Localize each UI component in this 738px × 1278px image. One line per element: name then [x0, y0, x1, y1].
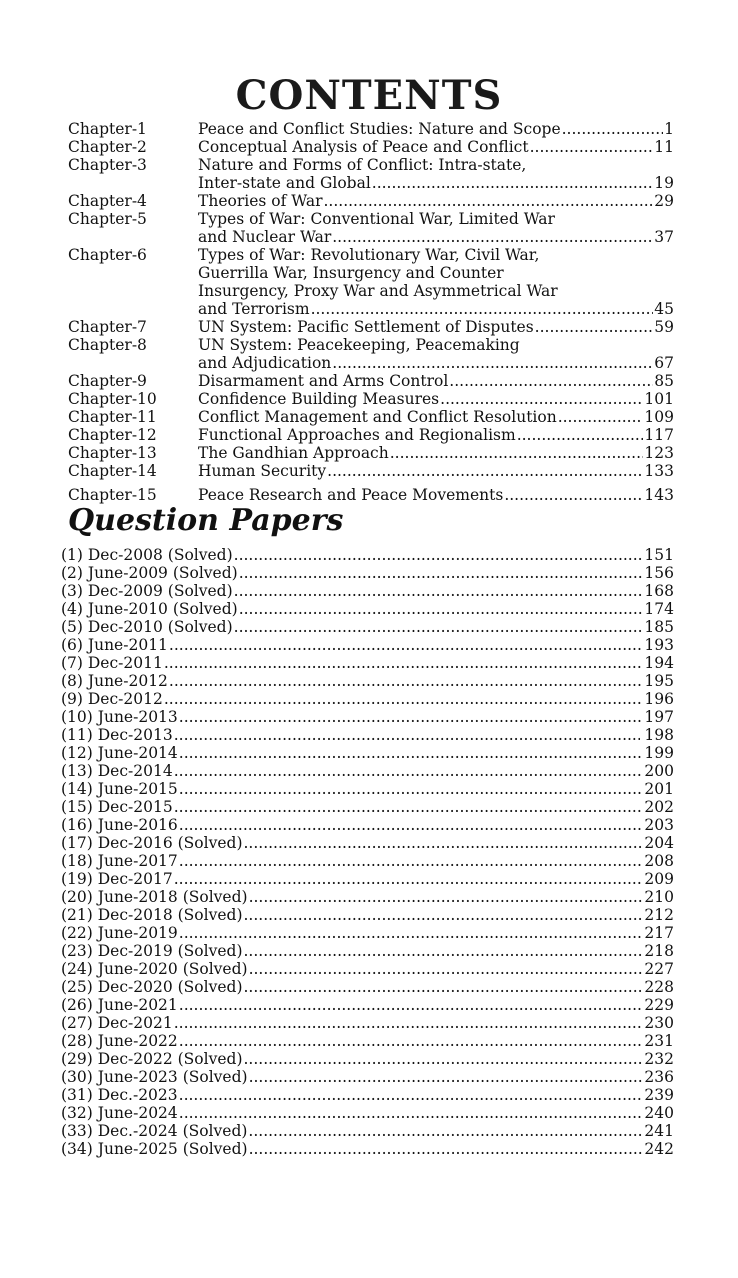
question-paper-title: (5) Dec-2010 (Solved)	[61, 618, 233, 636]
question-paper-entry-line	[61, 600, 674, 618]
chapter-entry-line	[198, 138, 674, 156]
chapter-title: Conceptual Analysis of Peace and Conflict	[198, 138, 529, 156]
chapter-body	[198, 246, 674, 318]
dot-leader	[244, 978, 644, 996]
question-paper-title: (13) Dec-2014	[61, 762, 173, 780]
question-paper-entry-line	[61, 654, 674, 672]
dot-leader	[179, 1104, 644, 1122]
question-paper-page-number: 241	[644, 1122, 674, 1140]
question-papers-heading: Question Papers	[68, 503, 344, 538]
dot-leader	[174, 1014, 644, 1032]
question-paper-title: (7) Dec-2011	[61, 654, 163, 672]
question-paper-title: (25) Dec-2020 (Solved)	[61, 978, 243, 996]
dot-leader	[535, 318, 654, 336]
chapter-row[interactable]	[68, 426, 674, 444]
dot-leader	[449, 372, 653, 390]
question-paper-row[interactable]	[61, 762, 674, 780]
question-paper-entry-line	[61, 780, 674, 798]
chapter-title: Disarmament and Arms Control	[198, 372, 449, 390]
chapter-entry-line	[198, 300, 674, 318]
chapter-entry-line	[198, 426, 674, 444]
chapter-row[interactable]	[68, 138, 674, 156]
question-paper-title: (33) Dec.-2024 (Solved)	[61, 1122, 248, 1140]
dot-leader	[327, 462, 643, 480]
question-paper-page-number: 151	[644, 546, 674, 564]
question-paper-title: (15) Dec-2015	[61, 798, 173, 816]
question-paper-title: (4) June-2010 (Solved)	[61, 600, 238, 618]
question-paper-entry-line	[61, 672, 674, 690]
question-paper-row[interactable]	[61, 582, 674, 600]
question-paper-row[interactable]	[61, 654, 674, 672]
question-paper-page-number: 240	[644, 1104, 674, 1122]
question-paper-row[interactable]	[61, 888, 674, 906]
question-paper-title: (32) June-2024	[61, 1104, 178, 1122]
question-paper-page-number: 210	[644, 888, 674, 906]
chapter-body	[198, 426, 674, 444]
chapter-page-number: 67	[654, 354, 674, 372]
question-paper-row[interactable]	[61, 996, 674, 1014]
chapter-page-number: 45	[654, 300, 674, 318]
chapter-entry-line	[198, 192, 674, 210]
question-paper-title: (14) June-2015	[61, 780, 178, 798]
question-paper-page-number: 230	[644, 1014, 674, 1032]
question-paper-row[interactable]	[61, 1122, 674, 1140]
question-paper-entry-line	[61, 1086, 674, 1104]
chapter-body	[198, 372, 674, 390]
question-paper-page-number: 197	[644, 708, 674, 726]
question-paper-row[interactable]	[61, 1086, 674, 1104]
question-paper-title: (8) June-2012	[61, 672, 168, 690]
dot-leader	[169, 636, 643, 654]
chapter-label: Chapter-3	[68, 156, 147, 174]
question-paper-title: (34) June-2025 (Solved)	[61, 1140, 248, 1158]
dot-leader	[517, 426, 644, 444]
question-paper-row[interactable]	[61, 1140, 674, 1158]
question-paper-title: (10) June-2013	[61, 708, 178, 726]
chapter-page-number: 117	[644, 426, 674, 444]
question-paper-page-number: 198	[644, 726, 674, 744]
chapter-page-number: 101	[644, 390, 674, 408]
chapter-title-line: Guerrilla War, Insurgency and Counter	[198, 264, 504, 282]
question-paper-entry-line	[61, 834, 674, 852]
chapter-title: Human Security	[198, 462, 327, 480]
dot-leader	[390, 444, 644, 462]
chapter-body	[198, 210, 674, 246]
chapter-title: Theories of War	[198, 192, 323, 210]
question-paper-row[interactable]	[61, 726, 674, 744]
question-paper-page-number: 199	[644, 744, 674, 762]
chapter-row[interactable]	[68, 156, 674, 192]
question-paper-entry-line	[61, 726, 674, 744]
question-paper-entry-line	[61, 762, 674, 780]
chapter-title-line: Types of War: Conventional War, Limited War	[198, 210, 555, 228]
question-paper-title: (23) Dec-2019 (Solved)	[61, 942, 243, 960]
chapter-entry-line	[198, 354, 674, 372]
chapter-label: Chapter-6	[68, 246, 147, 264]
question-paper-title: (18) June-2017	[61, 852, 178, 870]
question-paper-page-number: 193	[644, 636, 674, 654]
chapter-row[interactable]	[68, 408, 674, 426]
question-paper-entry-line	[61, 996, 674, 1014]
dot-leader	[244, 942, 644, 960]
dot-leader	[562, 120, 664, 138]
question-paper-page-number: 174	[644, 600, 674, 618]
chapter-body	[198, 138, 674, 156]
question-paper-entry-line	[61, 978, 674, 996]
page-title: CONTENTS	[235, 72, 503, 119]
chapter-page-number: 123	[644, 444, 674, 462]
chapter-page-number: 1	[664, 120, 674, 138]
dot-leader	[249, 1140, 644, 1158]
question-paper-title: (1) Dec-2008 (Solved)	[61, 546, 233, 564]
question-paper-row[interactable]	[61, 744, 674, 762]
question-paper-entry-line	[61, 798, 674, 816]
question-paper-entry-line	[61, 852, 674, 870]
chapter-entry-line	[198, 228, 674, 246]
chapter-page-number: 29	[654, 192, 674, 210]
question-paper-title: (21) Dec-2018 (Solved)	[61, 906, 243, 924]
dot-leader	[323, 192, 653, 210]
chapter-body	[198, 336, 674, 372]
question-paper-entry-line	[61, 870, 674, 888]
dot-leader	[234, 546, 644, 564]
question-paper-entry-line	[61, 582, 674, 600]
question-paper-title: (27) Dec-2021	[61, 1014, 173, 1032]
dot-leader	[248, 1122, 643, 1140]
chapter-title-line: Nature and Forms of Conflict: Intra-state,	[198, 156, 527, 174]
chapter-label: Chapter-4	[68, 192, 147, 210]
dot-leader	[440, 390, 643, 408]
chapter-page-number: 59	[654, 318, 674, 336]
chapter-page-number: 143	[644, 486, 674, 504]
dot-leader	[179, 852, 644, 870]
chapter-title: UN System: Pacific Settlement of Disputes	[198, 318, 534, 336]
question-paper-page-number: 208	[644, 852, 674, 870]
dot-leader	[174, 798, 644, 816]
question-paper-row[interactable]	[61, 1014, 674, 1032]
chapter-title: Functional Approaches and Regionalism	[198, 426, 516, 444]
dot-leader	[249, 888, 644, 906]
question-paper-row[interactable]	[61, 960, 674, 978]
dot-leader	[179, 1032, 644, 1050]
question-paper-page-number: 156	[644, 564, 674, 582]
chapter-label: Chapter-8	[68, 336, 147, 354]
chapter-body	[198, 462, 674, 480]
chapter-row[interactable]	[68, 336, 674, 372]
dot-leader	[169, 672, 643, 690]
dot-leader	[311, 300, 654, 318]
question-paper-page-number: 239	[644, 1086, 674, 1104]
question-paper-row[interactable]	[61, 870, 674, 888]
question-paper-entry-line	[61, 960, 674, 978]
chapter-title: and Adjudication	[198, 354, 332, 372]
question-paper-row[interactable]	[61, 780, 674, 798]
chapter-entry-line	[198, 408, 674, 426]
question-paper-entry-line	[61, 906, 674, 924]
chapter-label: Chapter-5	[68, 210, 147, 228]
question-paper-page-number: 229	[644, 996, 674, 1014]
question-paper-row[interactable]	[61, 564, 674, 582]
question-paper-page-number: 194	[644, 654, 674, 672]
dot-leader	[332, 354, 653, 372]
dot-leader	[234, 582, 644, 600]
chapter-title-line: Insurgency, Proxy War and Asymmetrical War	[198, 282, 558, 300]
dot-leader	[164, 690, 644, 708]
dot-leader	[174, 726, 641, 744]
chapter-body	[198, 408, 674, 426]
chapter-body	[198, 120, 674, 138]
chapter-row[interactable]	[68, 444, 674, 462]
question-paper-row[interactable]	[61, 942, 674, 960]
question-paper-title: (22) June-2019	[61, 924, 178, 942]
chapter-title-line: UN System: Peacekeeping, Peacemaking	[198, 336, 520, 354]
dot-leader	[234, 618, 644, 636]
chapter-title-line: Types of War: Revolutionary War, Civil War,	[198, 246, 540, 264]
question-paper-row[interactable]	[61, 636, 674, 654]
question-paper-entry-line	[61, 816, 674, 834]
question-paper-title: (17) Dec-2016 (Solved)	[61, 834, 243, 852]
question-paper-page-number: 231	[644, 1032, 674, 1050]
question-paper-page-number: 203	[644, 816, 674, 834]
question-paper-page-number: 200	[644, 762, 674, 780]
question-paper-page-number: 168	[644, 582, 674, 600]
question-paper-row[interactable]	[61, 690, 674, 708]
question-paper-entry-line	[61, 1122, 674, 1140]
question-paper-title: (11) Dec-2013	[61, 726, 173, 744]
chapter-label: Chapter-9	[68, 372, 147, 390]
question-paper-row[interactable]	[61, 1068, 674, 1086]
question-paper-row[interactable]	[61, 924, 674, 942]
chapter-label: Chapter-11	[68, 408, 157, 426]
chapter-title: Inter-state and Global	[198, 174, 371, 192]
chapter-label: Chapter-15	[68, 486, 157, 504]
dot-leader	[174, 762, 644, 780]
question-paper-title: (6) June-2011	[61, 636, 168, 654]
chapter-body	[198, 192, 674, 210]
chapter-label: Chapter-10	[68, 390, 157, 408]
chapter-title: Conflict Management and Conflict Resolution	[198, 408, 557, 426]
question-paper-entry-line	[61, 708, 674, 726]
question-paper-title: (24) June-2020 (Solved)	[61, 960, 248, 978]
chapter-label: Chapter-1	[68, 120, 147, 138]
chapter-row[interactable]	[68, 192, 674, 210]
chapter-page-number: 109	[644, 408, 674, 426]
question-paper-entry-line	[61, 924, 674, 942]
chapter-page-number: 37	[654, 228, 674, 246]
chapter-row[interactable]	[68, 390, 674, 408]
dot-leader	[249, 960, 644, 978]
question-paper-title: (20) June-2018 (Solved)	[61, 888, 248, 906]
chapter-entry-line	[198, 462, 674, 480]
chapter-label: Chapter-7	[68, 318, 147, 336]
dot-leader	[372, 174, 653, 192]
question-paper-row[interactable]	[61, 852, 674, 870]
question-paper-row[interactable]	[61, 708, 674, 726]
question-paper-entry-line	[61, 1050, 674, 1068]
chapter-entry-line	[198, 174, 674, 192]
dot-leader	[179, 744, 644, 762]
dot-leader	[174, 870, 644, 888]
question-paper-entry-line	[61, 546, 674, 564]
chapter-row[interactable]	[68, 486, 674, 504]
chapter-entry-line	[198, 390, 674, 408]
chapter-page-number: 85	[654, 372, 674, 390]
question-paper-title: (30) June-2023 (Solved)	[61, 1068, 248, 1086]
question-paper-entry-line	[61, 690, 674, 708]
chapter-label: Chapter-12	[68, 426, 157, 444]
question-paper-title: (3) Dec-2009 (Solved)	[61, 582, 233, 600]
dot-leader	[244, 1050, 644, 1068]
question-paper-page-number: 227	[644, 960, 674, 978]
question-paper-entry-line	[61, 564, 674, 582]
question-paper-row[interactable]	[61, 1050, 674, 1068]
chapter-title: The Gandhian Approach	[198, 444, 389, 462]
chapter-row[interactable]	[68, 372, 674, 390]
question-paper-row[interactable]	[61, 618, 674, 636]
question-paper-page-number: 232	[644, 1050, 674, 1068]
dot-leader	[249, 1068, 644, 1086]
dot-leader	[244, 906, 644, 924]
question-paper-entry-line	[61, 888, 674, 906]
question-paper-page-number: 196	[644, 690, 674, 708]
question-paper-page-number: 204	[644, 834, 674, 852]
question-paper-row[interactable]	[61, 672, 674, 690]
question-paper-page-number: 228	[644, 978, 674, 996]
dot-leader	[179, 708, 644, 726]
chapter-row[interactable]	[68, 210, 674, 246]
question-paper-entry-line	[61, 618, 674, 636]
chapter-title: Peace Research and Peace Movements	[198, 486, 504, 504]
chapter-label: Chapter-2	[68, 138, 147, 156]
question-paper-entry-line	[61, 942, 674, 960]
question-paper-entry-line	[61, 1104, 674, 1122]
question-paper-entry-line	[61, 1032, 674, 1050]
chapter-title: and Nuclear War	[198, 228, 332, 246]
chapter-page-number: 133	[644, 462, 674, 480]
chapter-entry-line	[198, 372, 674, 390]
chapter-title: Peace and Conflict Studies: Nature and Scope	[198, 120, 561, 138]
question-paper-row[interactable]	[61, 816, 674, 834]
dot-leader	[164, 654, 644, 672]
question-paper-row[interactable]	[61, 834, 674, 852]
question-paper-entry-line	[61, 1140, 674, 1158]
dot-leader	[179, 924, 644, 942]
dot-leader	[558, 408, 644, 426]
question-paper-page-number: 242	[644, 1140, 674, 1158]
dot-leader	[239, 564, 644, 582]
chapter-body	[198, 156, 674, 192]
chapter-row[interactable]	[68, 318, 674, 336]
chapter-label: Chapter-13	[68, 444, 157, 462]
chapter-row[interactable]	[68, 120, 674, 138]
chapter-entry-line	[198, 444, 674, 462]
question-paper-entry-line	[61, 636, 674, 654]
dot-leader	[179, 1086, 644, 1104]
question-paper-title: (28) June-2022	[61, 1032, 178, 1050]
dot-leader	[179, 996, 644, 1014]
chapter-entry-line	[198, 486, 674, 504]
chapter-entry-line	[198, 318, 674, 336]
question-paper-page-number: 236	[644, 1068, 674, 1086]
chapter-body	[198, 444, 674, 462]
dot-leader	[504, 486, 643, 504]
chapter-list	[68, 120, 674, 504]
question-paper-page-number: 217	[644, 924, 674, 942]
chapter-title: Confidence Building Measures	[198, 390, 440, 408]
chapter-body	[198, 390, 674, 408]
question-paper-page-number: 195	[644, 672, 674, 690]
question-paper-title: (26) June-2021	[61, 996, 178, 1014]
question-paper-title: (9) Dec-2012	[61, 690, 163, 708]
question-paper-entry-line	[61, 1014, 674, 1032]
dot-leader	[244, 834, 644, 852]
question-paper-title: (31) Dec.-2023	[61, 1086, 178, 1104]
question-paper-title: (12) June-2014	[61, 744, 178, 762]
question-paper-page-number: 209	[644, 870, 674, 888]
question-paper-page-number: 201	[644, 780, 674, 798]
question-paper-page-number: 218	[644, 942, 674, 960]
question-paper-list	[61, 546, 674, 1158]
chapter-row[interactable]	[68, 462, 674, 480]
chapter-row[interactable]	[68, 246, 674, 318]
chapter-page-number: 11	[654, 138, 674, 156]
question-paper-row[interactable]	[61, 798, 674, 816]
question-paper-entry-line	[61, 744, 674, 762]
question-paper-title: (2) June-2009 (Solved)	[61, 564, 238, 582]
chapter-page-number: 19	[654, 174, 674, 192]
dot-leader	[530, 138, 654, 156]
question-paper-page-number: 185	[644, 618, 674, 636]
chapter-entry-line	[198, 120, 674, 138]
dot-leader	[239, 600, 644, 618]
chapter-label: Chapter-14	[68, 462, 157, 480]
dot-leader	[332, 228, 653, 246]
chapter-body	[198, 486, 674, 504]
question-paper-title: (19) Dec-2017	[61, 870, 173, 888]
question-paper-entry-line	[61, 1068, 674, 1086]
question-paper-title: (16) June-2016	[61, 816, 178, 834]
chapter-body	[198, 318, 674, 336]
dot-leader	[179, 816, 644, 834]
question-paper-row[interactable]	[61, 1032, 674, 1050]
question-paper-row[interactable]	[61, 978, 674, 996]
question-paper-row[interactable]	[61, 600, 674, 618]
question-paper-page-number: 202	[644, 798, 674, 816]
question-paper-row[interactable]	[61, 546, 674, 564]
question-paper-row[interactable]	[61, 1104, 674, 1122]
question-paper-row[interactable]	[61, 906, 674, 924]
dot-leader	[179, 780, 644, 798]
chapter-title: and Terrorism	[198, 300, 310, 318]
question-paper-page-number: 212	[644, 906, 674, 924]
question-paper-title: (29) Dec-2022 (Solved)	[61, 1050, 243, 1068]
